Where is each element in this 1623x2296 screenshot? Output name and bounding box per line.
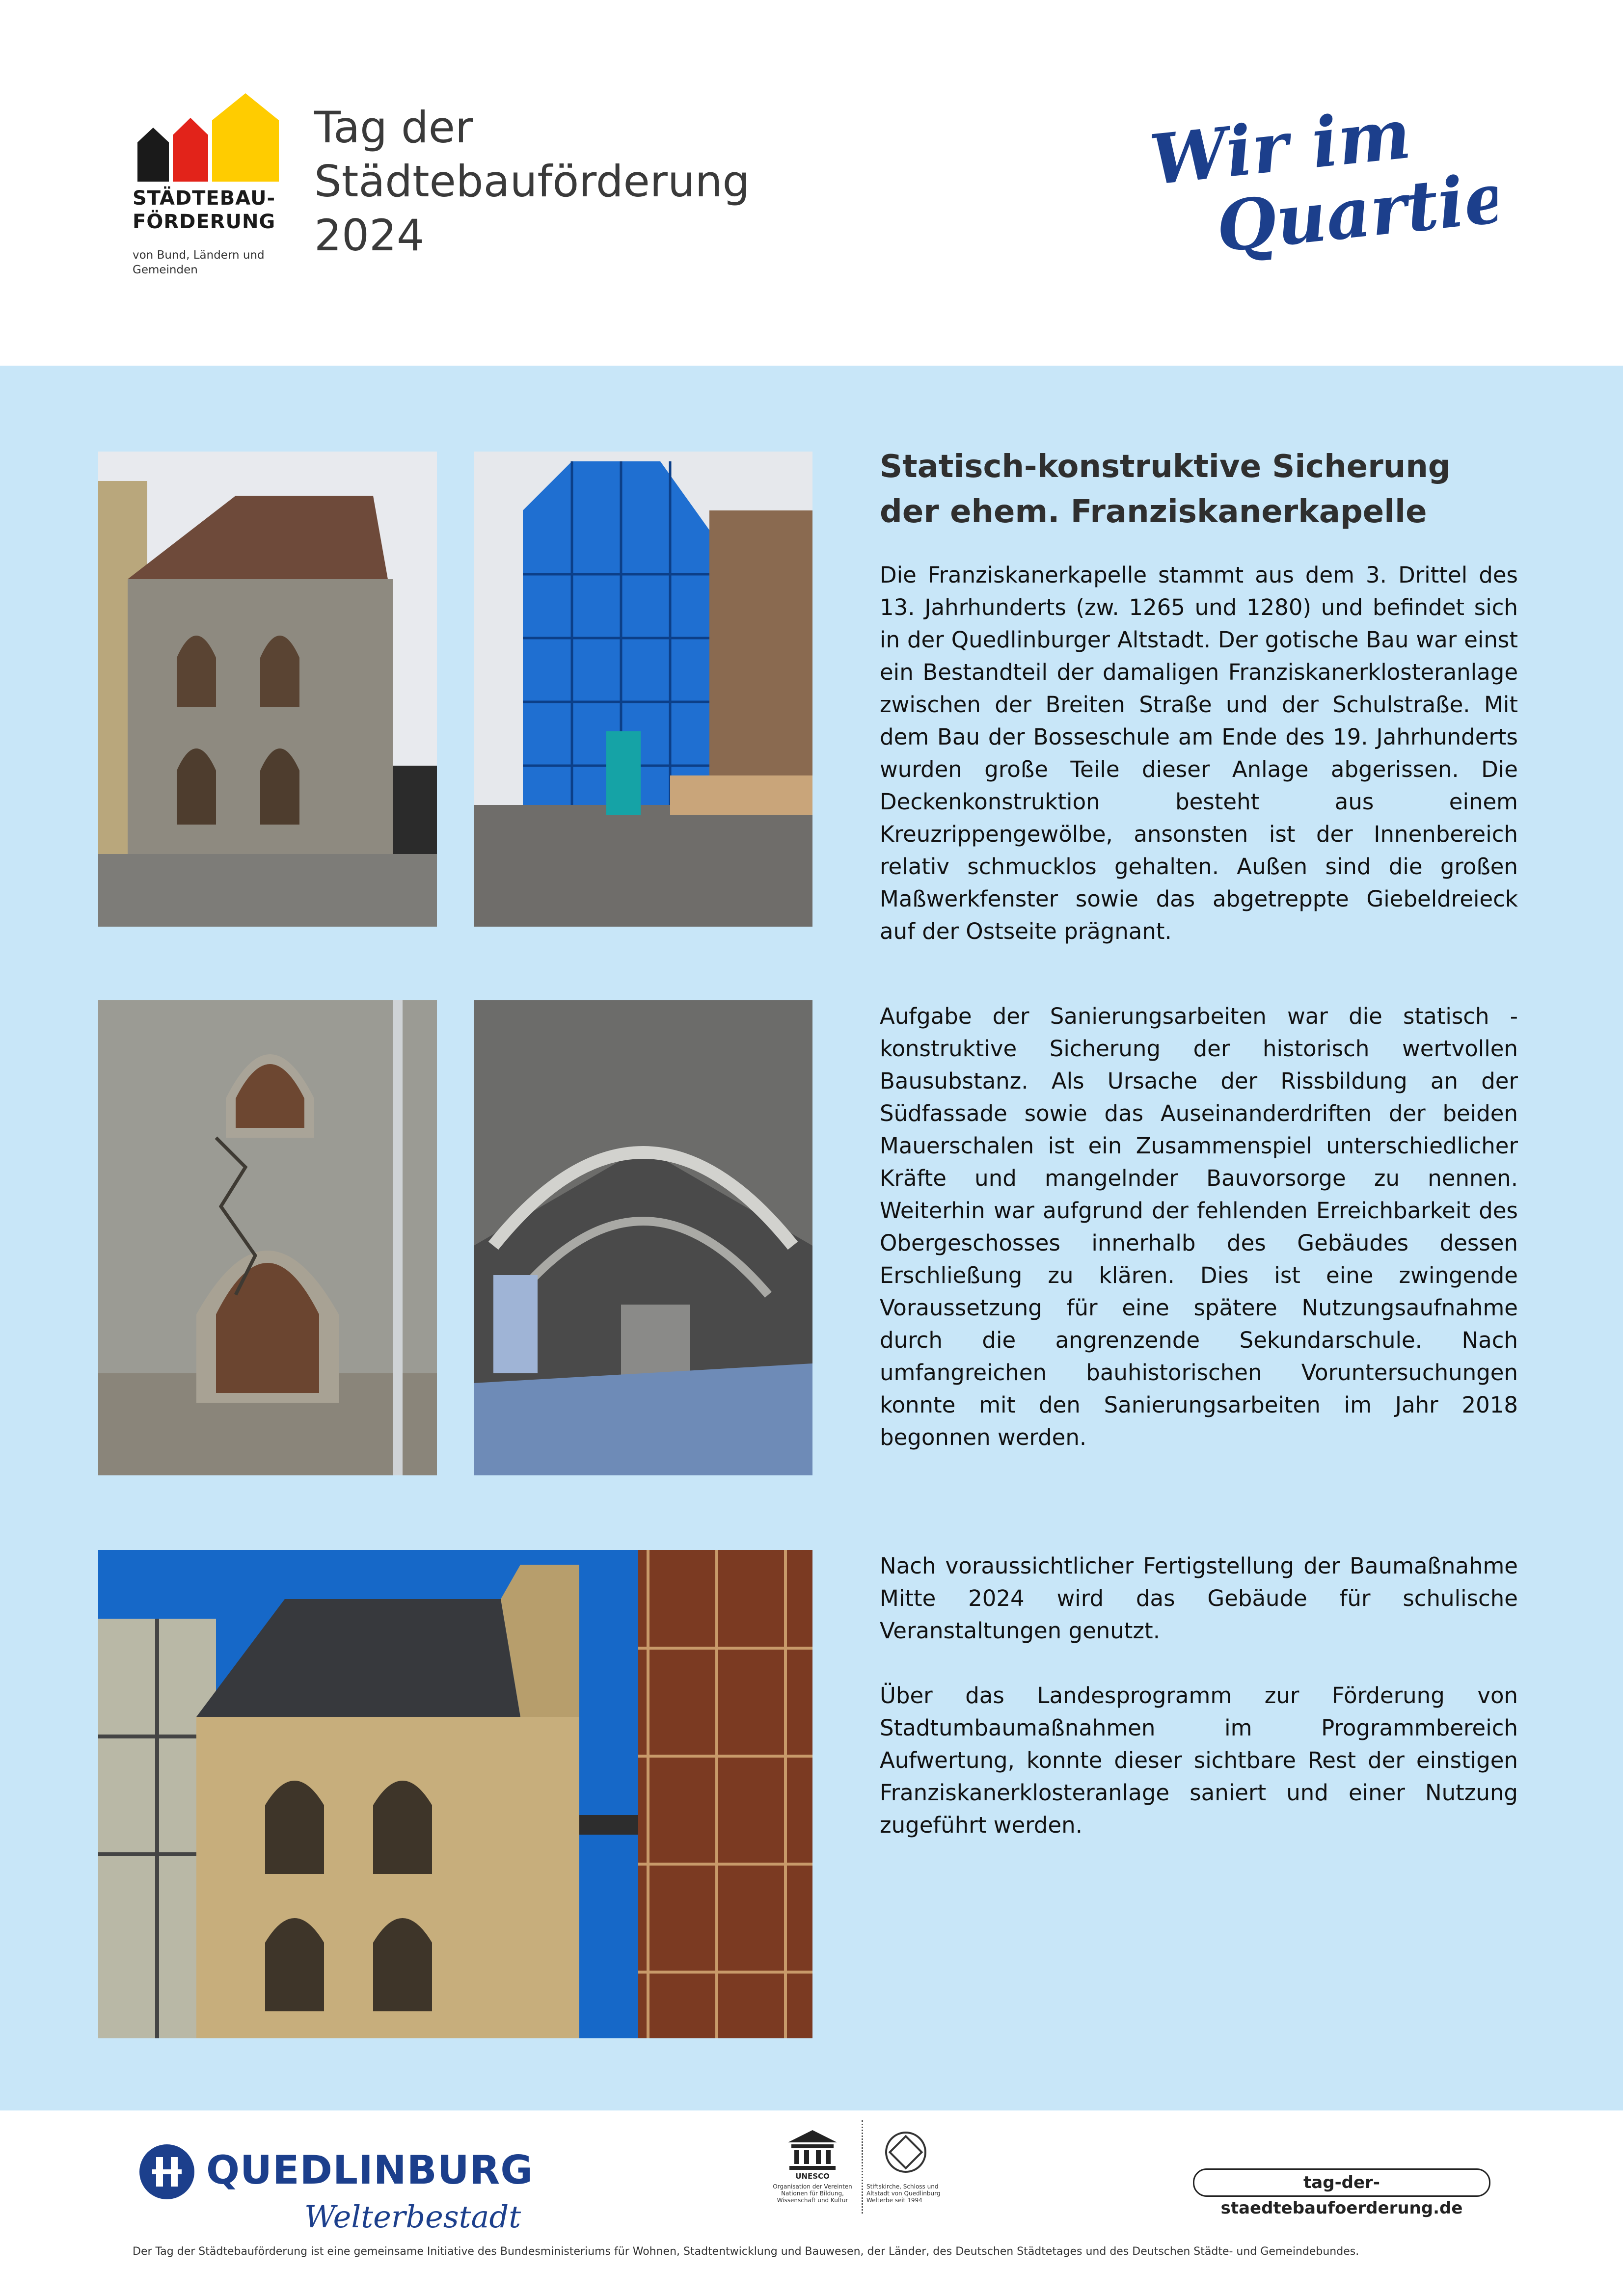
- paragraph-completion: Nach voraussichtlicher Fertigstellung der Baumaßnahme Mitte 2024 wird das Gebäude für schulische Veranstaltungen genutzt.: [880, 1553, 1518, 1644]
- article-text: [880, 444, 1518, 948]
- logo-sub-line2: Gemeinden: [133, 264, 198, 276]
- photo-vault-interior: [474, 1000, 812, 1475]
- unesco-text-left: Organisation der Vereinten Nationen für Bildung, Wissenschaft und Kultur: [773, 2183, 852, 2204]
- photo-scaffolding: [474, 452, 812, 927]
- city-subtitle: Welterbestadt: [304, 2199, 521, 2235]
- campaign-line2: Quartier: [1213, 154, 1497, 265]
- wir-im-quartier-logo: [1144, 98, 1497, 265]
- staedtebaufoerderung-logo: [133, 88, 295, 294]
- campaign-line1: Wir im: [1146, 98, 1415, 201]
- logo-text-line2: FÖRDERUNG: [133, 211, 276, 233]
- unesco-logo: [766, 2120, 952, 2218]
- world-heritage-icon: [884, 2130, 928, 2174]
- event-title-line3: 2024: [314, 210, 424, 261]
- paragraph-block-3: [880, 1550, 1518, 1842]
- logo-text-line1: STÄDTEBAU-: [133, 187, 276, 210]
- footer-note: Der Tag der Städtebauförderung ist eine gemeinsame Initiative des Bundesministeriums für Wohnen, Stadtentwicklung und Bauwesen, der Länder, des Deutschen Städtetages und des Deutschen Städte- und Gemeindebundes.: [133, 2245, 1359, 2258]
- unesco-text-right: Stiftskirche, Schloss und Altstadt von Quedlinburg Welterbe seit 1994: [866, 2183, 941, 2204]
- photo-wall-crack: [98, 1000, 437, 1475]
- paragraph-funding: Über das Landesprogramm zur Förderung von Stadtumbaumaßnahmen im Programmbereich Aufwertung, konnte dieser sichtbare Rest der einstigen Franziskanerklosteranlage saniert und einer Nutzung zugeführt werden.: [880, 1682, 1518, 1838]
- unesco-label: UNESCO: [795, 2172, 830, 2181]
- paragraph-history: Die Franziskanerkapelle stammt aus dem 3. Drittel des 13. Jahrhunderts (zw. 1265 und 1280) und befindet sich in der Quedlinburger Altstadt. Der gotische Bau war einst ein Bestandteil der damaligen Franziskanerklosteranlage zwischen der Breiten Straße und der Schulstraße. Mit dem Bau der Bosseschule am Ende des 19. Jahrhunderts wurden große Teile dieser Anlage abgerissen. Die Deckenkonstruktion besteht aus einem Kreuzrippengewölbe, ansonsten ist der Innenbereich relativ schmucklos gehalten. Außen sind die großen Maßwerkfenster sowie das abgetreppte Giebeldreieck auf der Ostseite prägnant.: [880, 562, 1518, 944]
- photo-restored-exterior: [98, 1550, 812, 2038]
- event-title-line2: Städtebauförderung: [314, 156, 750, 207]
- event-title: [314, 101, 903, 263]
- paragraph-restoration: Aufgabe der Sanierungsarbeiten war die statisch - konstruktive Sicherung der historisch wertvollen Bausubstanz. Als Ursache der Rissbildung an der Südfassade sowie das Auseinanderdriften der beiden Mauerschalen ist ein Zusammenspiel unterschiedlicher Kräfte und mangelnder Bauvorsorge zu nennen. Weiterhin war aufgrund der fehlenden Erreichbarkeit des Obergeschosses innerhalb des Gebäudes dessen Erschließung zu klären. Dies ist eine zwingende Voraussetzung für eine spätere Nutzungsaufnahme durch die angrenzende Sekundarschule. Nach umfangreichen bauhistorischen Voruntersuchungen konnte mit den Sanierungsarbeiten im Jahr 2018 begonnen werden.: [880, 1003, 1518, 1450]
- photo-chapel-exterior: [98, 452, 437, 927]
- article-heading: Statisch-konstruktive Sicherung der ehem. Franziskanerkapelle: [880, 449, 1451, 530]
- unesco-temple-icon: [785, 2128, 839, 2172]
- logo-sub-line1: von Bund, Ländern und: [133, 249, 265, 262]
- event-title-line1: Tag der: [314, 102, 473, 153]
- website-link[interactable]: tag-der-staedtebaufoerderung.de: [1193, 2168, 1490, 2197]
- quedlinburg-emblem-icon: [137, 2142, 196, 2201]
- city-name: QUEDLINBURG: [206, 2147, 533, 2193]
- unesco-divider: [862, 2120, 865, 2214]
- quedlinburg-logo: [133, 2130, 533, 2243]
- paragraph-block-2: [880, 1000, 1518, 1454]
- houses-icon: [137, 88, 285, 182]
